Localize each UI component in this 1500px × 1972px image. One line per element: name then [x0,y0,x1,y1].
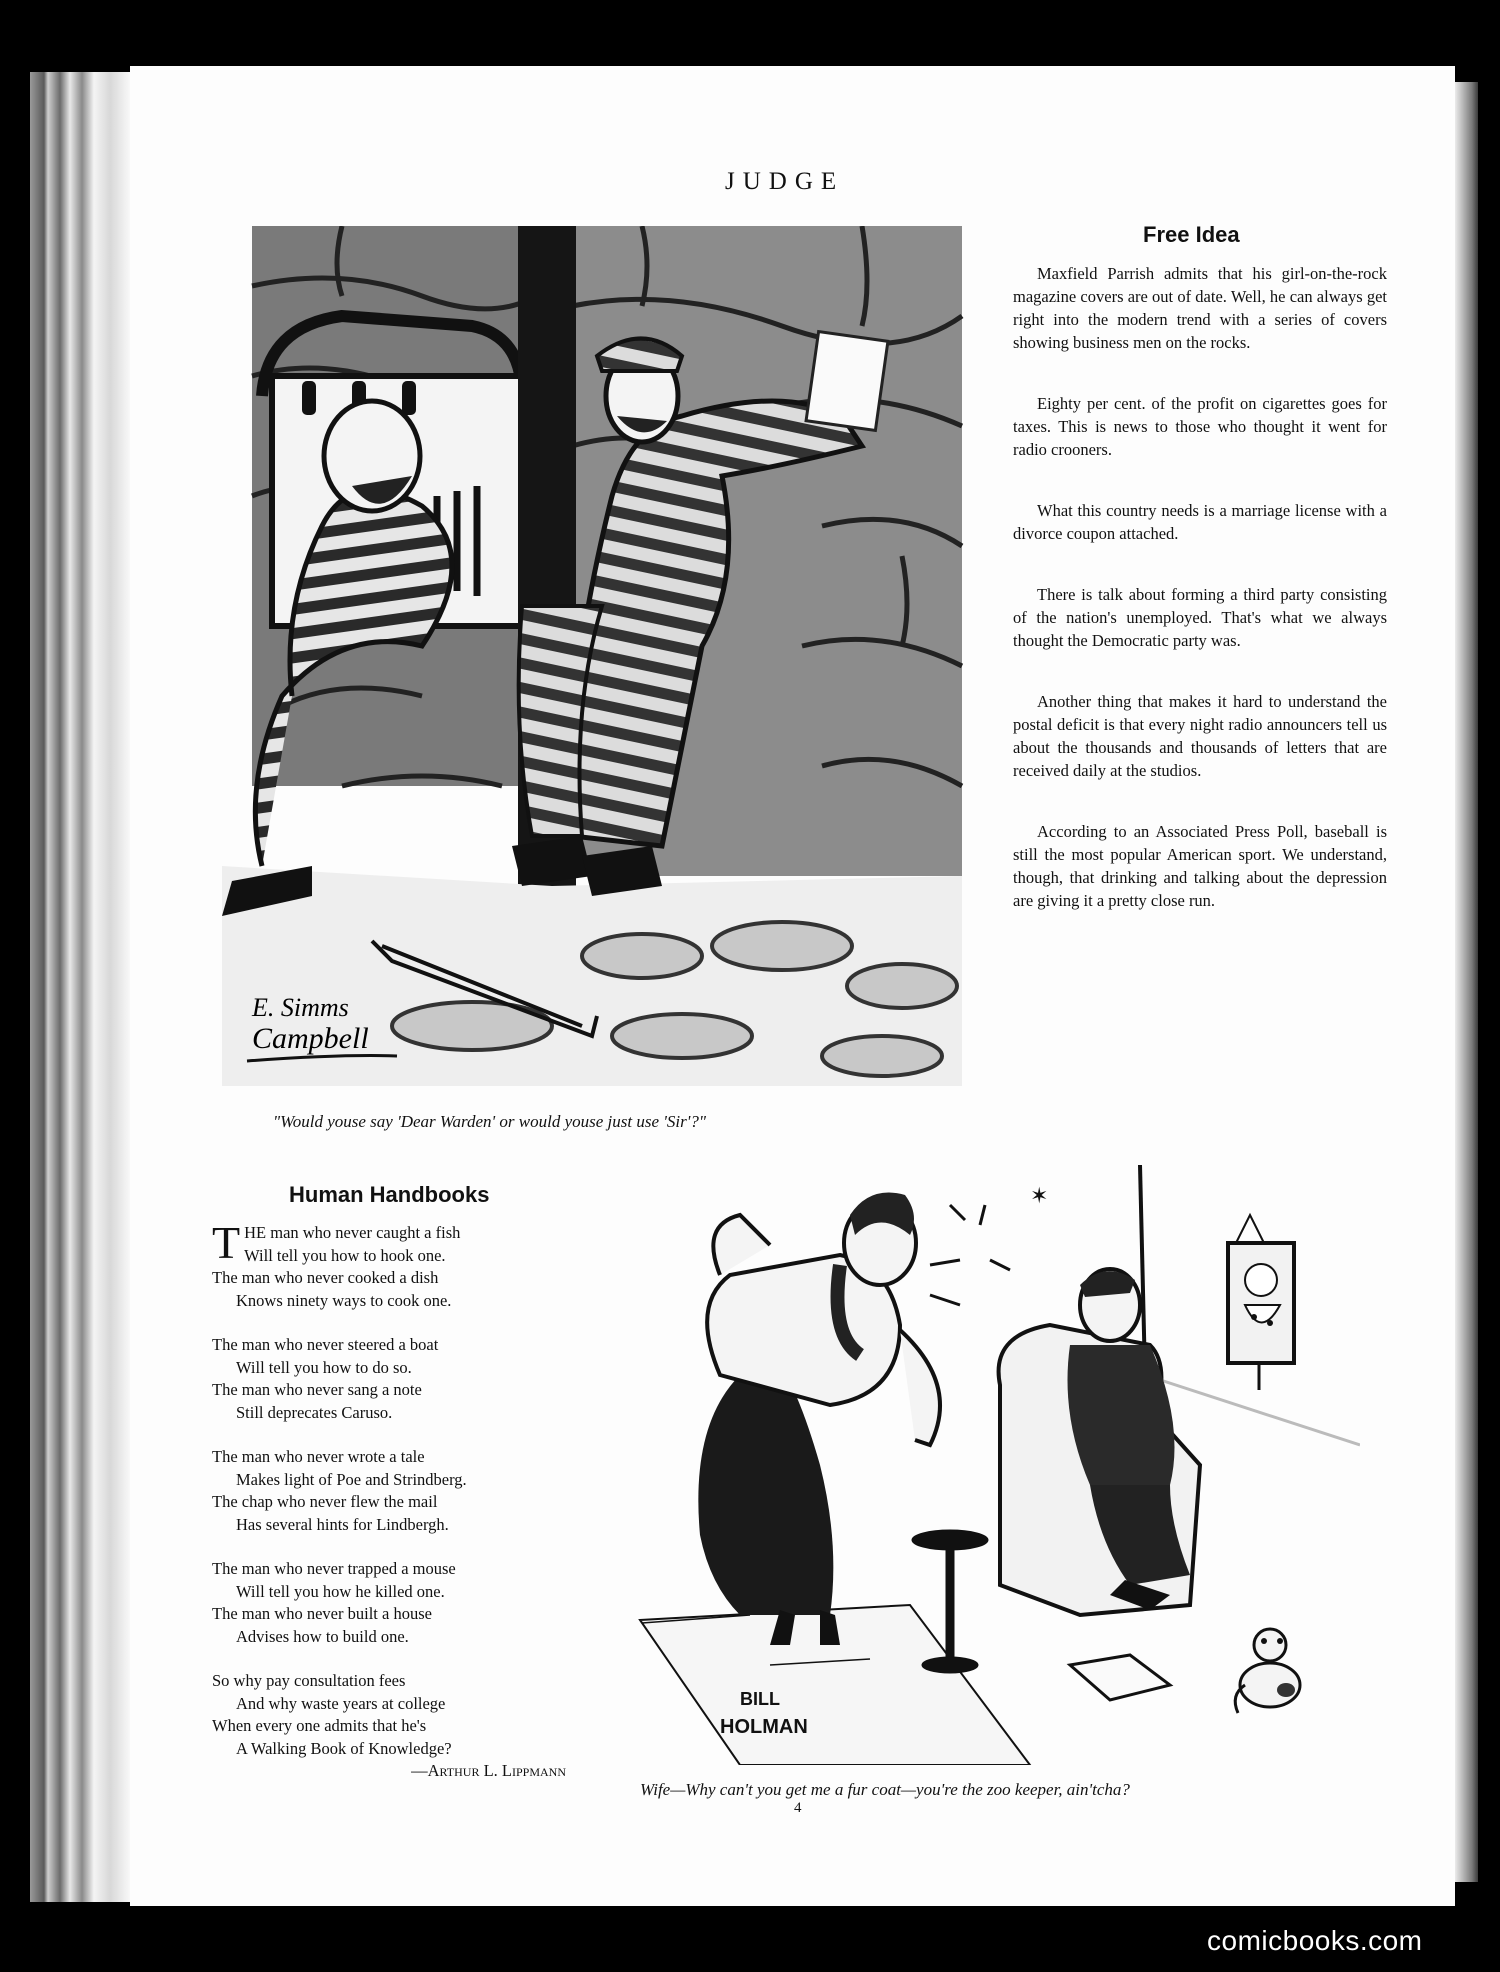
free-idea-item: What this country needs is a marriage license with a divorce coupon attached. [1013,501,1387,543]
poem-line: A Walking Book of Knowledge? [236,1738,452,1758]
framed-dog-picture [1228,1215,1294,1390]
poem-line: The man who never wrote a tale [212,1447,425,1466]
cartoon2-caption: Wife—Why can't you get me a fur coat—you're the zoo keeper, ain'tcha? [640,1780,1130,1799]
zoo-keeper-cartoon [630,1165,1360,1765]
poem-line: The man who never sang a note [212,1380,422,1399]
cartoon1-caption: "Would youse say 'Dear Warden' or would youse just use 'Sir'?" [273,1112,707,1131]
wife [698,1193,940,1646]
poem-line: And why waste years at college [236,1693,446,1713]
poem-line: The man who never built a house [212,1604,432,1623]
running-head: JUDGE [725,168,845,195]
book-edge-right [1452,82,1478,1882]
poem-line: The chap who never flew the mail [212,1492,438,1511]
page-number: 4 [794,1800,802,1816]
poem-line: Knows ninety ways to cook one. [236,1290,452,1310]
book-edge-left [30,72,134,1902]
poem-line: Will tell you how he killed one. [236,1581,445,1601]
free-idea-items [1013,262,1387,950]
drop-cap: T [212,1217,241,1268]
free-idea-item: Maxfield Parrish admits that his girl-on-the-rock magazine covers are out of date. Well, he can always get right into the modern trend with a series of covers showing business men on the rocks. [1013,264,1387,352]
impact-lines [930,1205,1010,1305]
star-icon: ✶ [1030,1183,1049,1208]
poem-line: Will tell you how to do so. [236,1357,412,1377]
poem-author: —Arthur L. Lippmann [411,1761,566,1780]
poem-line: Has several hints for Lindbergh. [236,1514,449,1534]
poem-line: So why pay consultation fees [212,1671,406,1690]
signature-campbell-2: Campbell [252,1022,369,1055]
poem-line: Will tell you how to hook one. [244,1245,446,1265]
free-idea-title: Free Idea [1143,222,1240,247]
puppy [1235,1629,1300,1713]
poem-stanza [212,1334,592,1424]
free-idea-item: Eighty per cent. of the profit on cigarettes goes for taxes. This is news to those who thought it went for radio crooners. [1013,394,1387,459]
poem-line: The man who never trapped a mouse [212,1559,456,1578]
human-handbooks-poem [212,1217,592,1783]
note-on-wall [806,332,888,431]
free-idea-item: Another thing that makes it hard to understand the postal deficit is that every night radio announcers tell us about the thousands and thousands of letters that are received daily at the studios. [1013,692,1387,780]
free-idea-item: According to an Associated Press Poll, baseball is still the most popular American sport. We understand, though, that drinking and talking about the depression are giving it a pretty close run. [1013,822,1387,910]
book-on-floor [1070,1655,1170,1700]
poem-stanza [212,1670,592,1783]
poem-line: Still deprecates Caruso. [236,1402,393,1422]
poem-stanza [212,1558,592,1648]
poem-stanza [212,1446,592,1536]
signature-holman-1: BILL [740,1689,780,1709]
poem-line: Makes light of Poe and Strindberg. [236,1469,467,1489]
watermark: comicbooks.com [1207,1925,1423,1956]
poem-stanza [212,1217,592,1312]
poem-line: The man who never steered a boat [212,1335,439,1354]
poem-line: When every one admits that he's [212,1716,427,1735]
prison-cartoon [222,226,972,1086]
signature-campbell-1: E. Simms [252,993,349,1022]
poem-line: The man who never cooked a dish [212,1268,439,1287]
poem-line: HE man who never caught a fish [244,1223,461,1242]
signature-holman-2: HOLMAN [720,1716,808,1738]
free-idea-item: There is talk about forming a third party consisting of the nation's unemployed. That's what we always thought the Democratic party was. [1013,585,1387,650]
human-handbooks-title: Human Handbooks [289,1182,490,1207]
poem-line: Advises how to build one. [236,1626,409,1646]
